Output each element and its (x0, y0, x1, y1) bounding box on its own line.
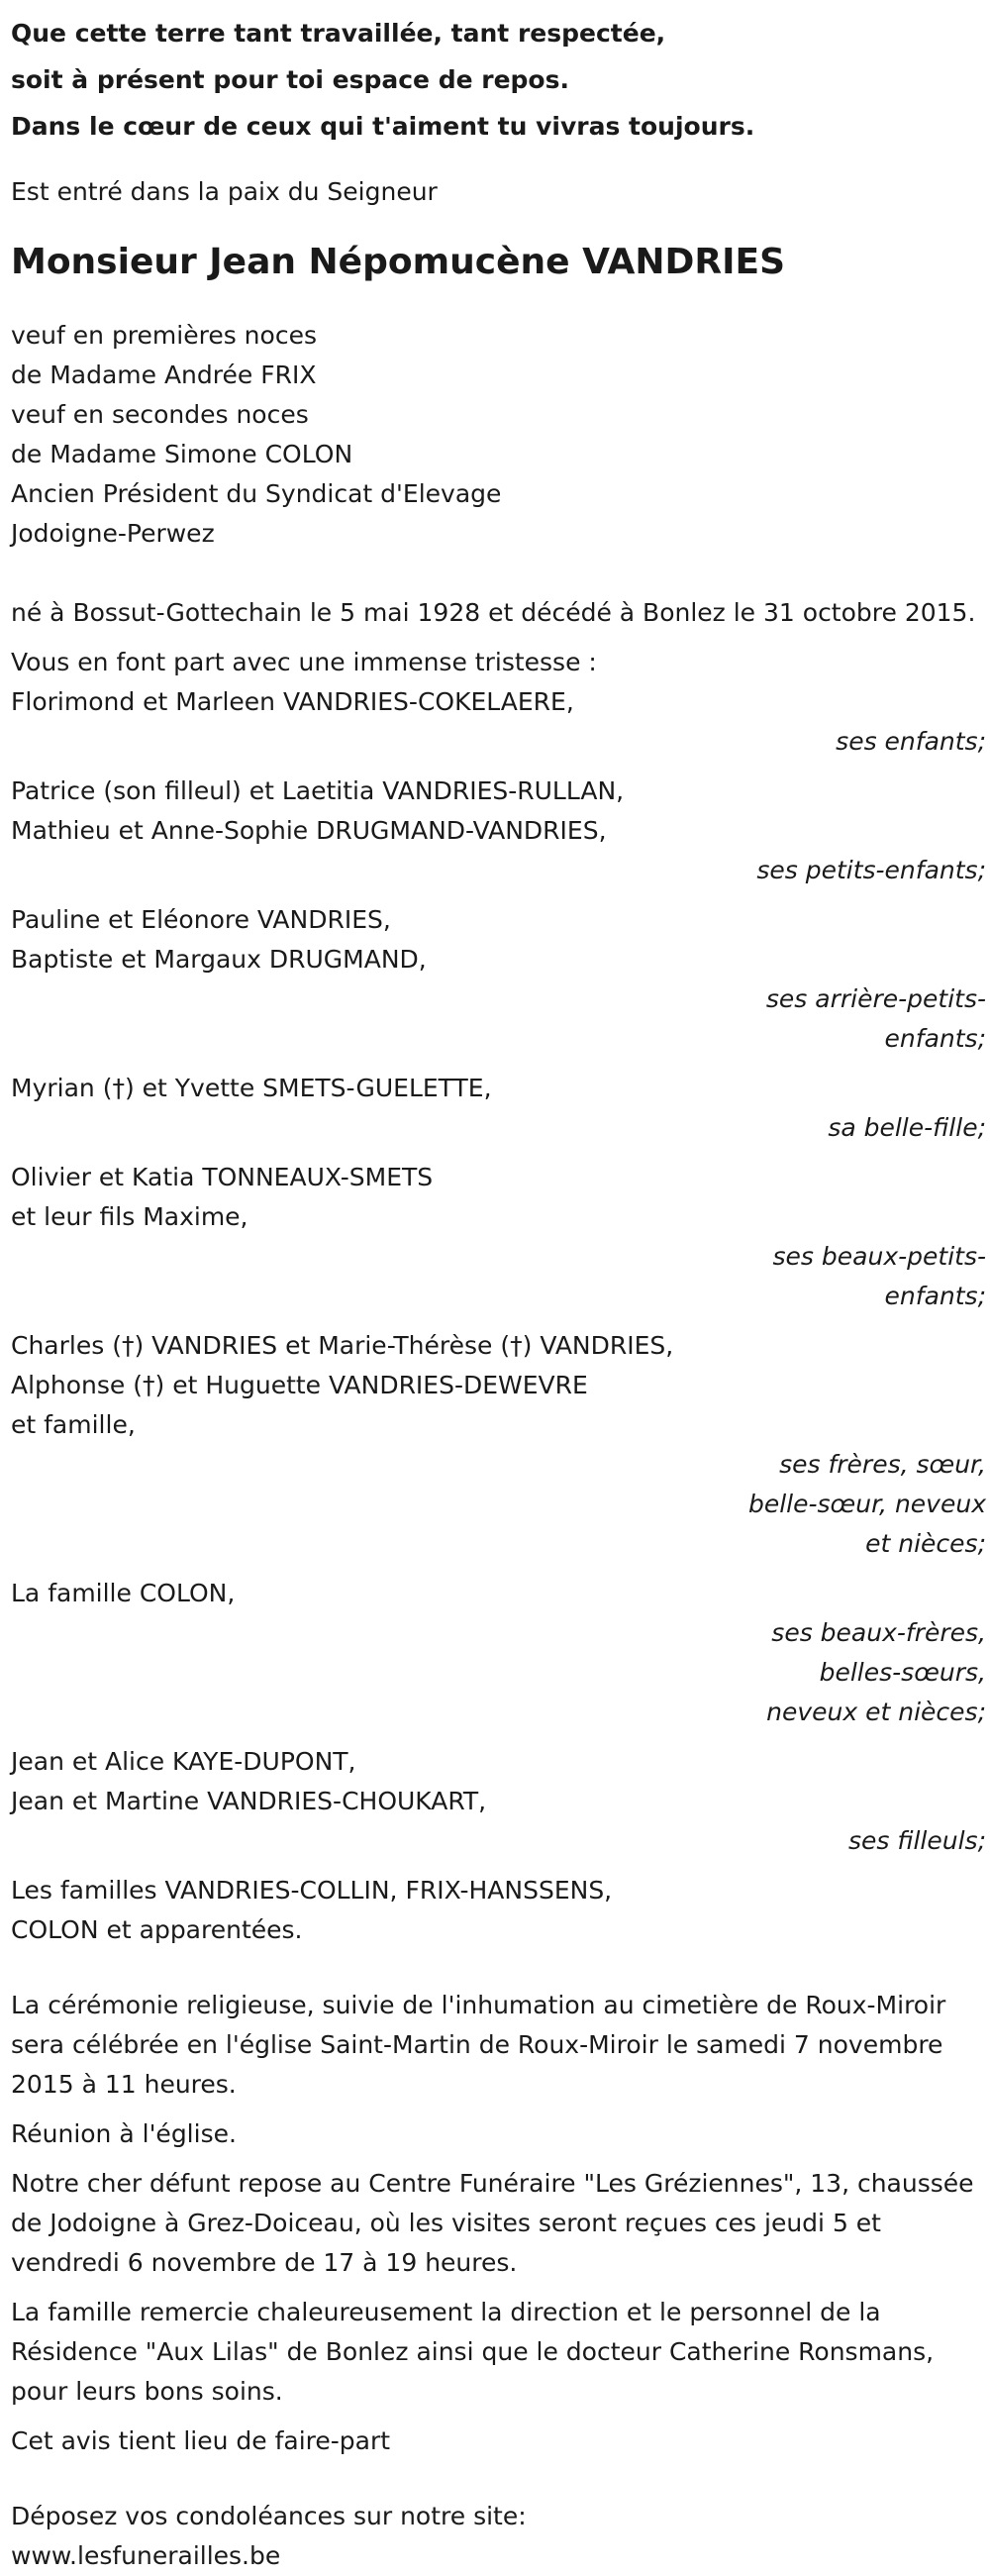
title-line: de Madame Simone COLON (11, 440, 353, 468)
poem-line: Dans le cœur de ceux qui t'aiment tu vivras toujours. (11, 112, 755, 141)
family-relation: belle-sœur, neveux (747, 1490, 986, 1518)
family-relation: enfants; (884, 1282, 986, 1310)
family-names: Les familles VANDRIES-COLLIN, FRIX-HANSSENS, (11, 1876, 613, 1905)
family-names: Patrice (son filleul) et Laetitia VANDRIES-RULLAN, (11, 776, 625, 805)
title-line: Jodoigne-Perwez (11, 519, 215, 548)
obituary-notice (11, 0, 986, 2576)
family-names: Jean et Alice KAYE-DUPONT, (11, 1747, 356, 1776)
family-group-step-grandchildren (11, 1158, 986, 1316)
poem (11, 10, 986, 150)
family-group-godchildren (11, 1742, 986, 1861)
family-relation: ses filleuls; (847, 1826, 986, 1855)
family-relation: ses petits-enfants; (756, 856, 986, 884)
thanks-text: La famille remercie chaleureusement la direction et le personnel de la Résidence "Aux Lilas" de Bonlez ainsi que le docteur Catherine Ronsmans, pour leurs bons soins. (11, 2298, 935, 2406)
website-link[interactable]: www.lesfunerailles.be (11, 2541, 281, 2570)
birth-death-text: né à Bossut-Gottechain le 5 mai 1928 et décédé à Bonlez le 31 octobre 2015. (11, 598, 976, 627)
title-line: de Madame Andrée FRIX (11, 361, 317, 389)
family-group-daughter-in-law (11, 1069, 986, 1148)
family-group-grandchildren (11, 772, 986, 890)
family-group-siblings (11, 1326, 986, 1564)
family-names: Olivier et Katia TONNEAUX-SMETS (11, 1163, 434, 1191)
family-relation: enfants; (884, 1024, 986, 1053)
family-group-great-grandchildren (11, 900, 986, 1059)
family-names: Myrian (†) et Yvette SMETS-GUELETTE, (11, 1074, 492, 1102)
ceremony-text: La cérémonie religieuse, suivie de l'inhumation au cimetière de Roux-Miroir sera célébrée en l'église Saint-Martin de Roux-Miroir le samedi 7 novembre 2015 à 11 heures. (11, 1991, 946, 2099)
family-group-in-laws (11, 1574, 986, 1732)
family-names: et leur fils Maxime, (11, 1202, 248, 1231)
family-names: COLON et apparentées. (11, 1915, 303, 1944)
family-group-children (11, 682, 986, 762)
intro-text: Est entré dans la paix du Seigneur (11, 177, 438, 206)
family-names: Mathieu et Anne-Sophie DRUGMAND-VANDRIES, (11, 816, 607, 845)
family-list (11, 682, 986, 1950)
family-relation: ses beaux-petits- (772, 1242, 986, 1271)
family-relation: ses enfants; (836, 727, 986, 756)
title-line: veuf en premières noces (11, 321, 317, 350)
family-names: Pauline et Eléonore VANDRIES, (11, 905, 391, 934)
announcement-text: Vous en font part avec une immense tristesse : (11, 648, 597, 676)
family-relation: belles-sœurs, (819, 1658, 986, 1687)
family-names: La famille COLON, (11, 1579, 236, 1607)
funeral-home-text: Notre cher défunt repose au Centre Funéraire "Les Gréziennes", 13, chaussée de Jodoigne à Grez-Doiceau, où les visites seront reçues ces jeudi 5 et vendredi 6 novembre de 17 à 19 heures. (11, 2169, 974, 2277)
family-group-related-families (11, 1871, 986, 1950)
poem-line: soit à présent pour toi espace de repos. (11, 65, 569, 94)
title-line: veuf en secondes noces (11, 400, 309, 429)
family-relation: neveux et nièces; (766, 1698, 986, 1726)
reunion-text: Réunion à l'église. (11, 2119, 237, 2148)
family-relation: et nièces; (865, 1529, 986, 1558)
family-names: Florimond et Marleen VANDRIES-COKELAERE, (11, 687, 574, 716)
family-names: Alphonse (†) et Huguette VANDRIES-DEWEVRE (11, 1371, 588, 1399)
family-names: et famille, (11, 1410, 136, 1439)
poem-line: Que cette terre tant travaillée, tant respectée, (11, 19, 666, 48)
family-relation: ses frères, sœur, (779, 1450, 986, 1479)
family-names: Baptiste et Margaux DRUGMAND, (11, 945, 427, 974)
notice-text: Cet avis tient lieu de faire-part (11, 2426, 391, 2455)
deceased-name: Monsieur Jean Népomucène VANDRIES (11, 242, 785, 282)
family-relation: sa belle-fille; (828, 1113, 986, 1142)
family-names: Jean et Martine VANDRIES-CHOUKART, (11, 1787, 487, 1815)
condolences-label: Déposez vos condoléances sur notre site: (11, 2502, 527, 2530)
family-relation: ses beaux-frères, (771, 1618, 986, 1647)
title-line: Ancien Président du Syndicat d'Elevage (11, 479, 502, 508)
deceased-titles (11, 316, 986, 554)
family-names: Charles (†) VANDRIES et Marie-Thérèse (†) VANDRIES, (11, 1331, 674, 1360)
family-relation: ses arrière-petits- (765, 984, 986, 1013)
